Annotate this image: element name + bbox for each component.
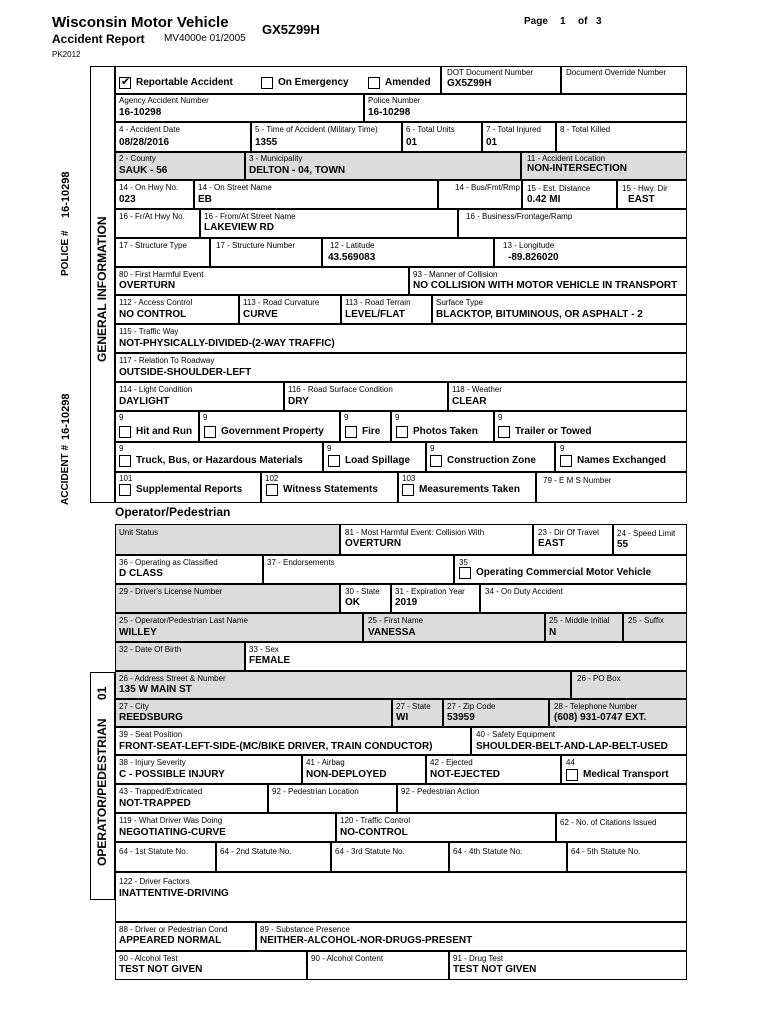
photos-label: Photos Taken <box>413 426 478 437</box>
structure-type-label: 17 - Structure Type <box>119 241 187 250</box>
accident-label: ACCIDENT # <box>60 444 71 505</box>
field-9: 9 <box>344 413 349 422</box>
relation-label: 117 - Relation To Roadway <box>119 356 215 365</box>
statute1-label: 64 - 1st Statute No. <box>119 847 188 856</box>
middle-initial: N <box>549 627 557 638</box>
manner: NO COLLISION WITH MOTOR VEHICLE IN TRANSPORT <box>413 280 678 291</box>
accident-time: 1355 <box>255 137 278 148</box>
ems-label: 79 - E M S Number <box>543 476 612 485</box>
zip: 53959 <box>447 712 475 723</box>
safety: SHOULDER-BELT-AND-LAP-BELT-USED <box>476 741 668 752</box>
operator-sidebar-title: OPERATOR/PEDESTRIAN <box>95 718 109 866</box>
distance: 0.42 MI <box>527 194 561 205</box>
distance-label: 15 - Est. Distance <box>527 184 591 193</box>
header-doc-id: GX5Z99H <box>262 22 320 37</box>
light-label: 114 - Light Condition <box>119 385 193 394</box>
commercial-label: Operating Commercial Motor Vehicle <box>476 567 652 578</box>
license-state: OK <box>345 597 360 608</box>
access: NO CONTROL <box>119 309 187 320</box>
page-num: 1 <box>560 16 566 27</box>
trafficway: NOT-PHYSICALLY-DIVIDED-(2-WAY TRAFFIC) <box>119 338 335 349</box>
terrain-label: 113 - Road Terrain <box>345 298 411 307</box>
names-label: Names Exchanged <box>577 455 666 466</box>
witness-checkbox[interactable] <box>266 484 278 496</box>
ejected-label: 42 - Ejected <box>430 758 473 767</box>
statute4-label: 64 - 4th Statute No. <box>453 847 523 856</box>
medical-checkbox[interactable] <box>566 769 578 781</box>
unit-status-label: Unit Status <box>119 528 159 537</box>
latitude: 43.569083 <box>328 252 376 263</box>
truck-checkbox[interactable] <box>119 455 131 467</box>
sex-label: 33 - Sex <box>249 645 279 654</box>
field-102: 102 <box>265 474 279 483</box>
accident-date: 08/28/2016 <box>119 137 170 148</box>
driver-doing: NEGOTIATING-CURVE <box>119 827 226 838</box>
municipality-label: 3 - Municipality <box>249 154 303 163</box>
total-injured: 01 <box>486 137 498 148</box>
municipality: DELTON - 04, TOWN <box>249 165 346 176</box>
field-101: 101 <box>119 474 133 483</box>
fr-hwy-label: 16 - Fr/At Hwy No. <box>119 212 185 221</box>
injury-label: 38 - Injury Severity <box>119 758 186 767</box>
speed: 55 <box>617 539 629 550</box>
form-code: MV4000e 01/2005 <box>164 33 246 44</box>
page-of: of <box>578 16 588 27</box>
injury: C - POSSIBLE INJURY <box>119 769 225 780</box>
seat-label: 39 - Seat Position <box>119 730 183 739</box>
measurements-label: Measurements Taken <box>419 484 520 495</box>
access-label: 112 - Access Control <box>119 298 193 307</box>
most-harmful-label: 81 - Most Harmful Event: Collision With <box>345 528 485 537</box>
surface-type-label: Surface Type <box>436 298 483 307</box>
on-street: EB <box>198 194 212 205</box>
curvature-label: 113 - Road Curvature <box>243 298 320 307</box>
license-state-label: 30 - State <box>345 587 380 596</box>
doc-override-label: Document Override Number <box>566 68 667 77</box>
trapped-label: 43 - Trapped/Extricated <box>119 787 203 796</box>
longitude: -89.826020 <box>508 252 559 263</box>
traffic-control: NO-CONTROL <box>340 827 408 838</box>
weather-label: 118 - Weather <box>452 385 502 394</box>
police-num-value: 16-10298 <box>368 107 411 118</box>
dir-travel: EAST <box>538 538 565 549</box>
operator-number: 01 <box>95 686 109 700</box>
accident-number: 16-10298 <box>60 393 72 440</box>
license-label: 29 - Driver's License Number <box>119 587 223 596</box>
trailer-checkbox[interactable] <box>498 426 510 438</box>
substance-label: 89 - Substance Presence <box>260 925 350 934</box>
classified: D CLASS <box>119 568 163 579</box>
page-total: 3 <box>596 16 602 27</box>
addr-state-label: 27 - State <box>396 702 431 711</box>
business-label: 16 - Business/Frontage/Ramp <box>466 212 573 221</box>
fire-checkbox[interactable] <box>345 426 357 438</box>
dob-label: 32 - Date Of Birth <box>119 645 182 654</box>
construction-checkbox[interactable] <box>430 455 442 467</box>
drug-test: TEST NOT GIVEN <box>453 964 537 975</box>
field-9: 9 <box>560 444 565 453</box>
curvature: CURVE <box>243 309 278 320</box>
last-name-label: 25 - Operator/Pedestrian Last Name <box>119 616 248 625</box>
fr-street: LAKEVIEW RD <box>204 222 274 233</box>
reportable-label: Reportable Accident <box>136 77 233 88</box>
ejected: NOT-EJECTED <box>430 769 501 780</box>
surface-type: BLACKTOP, BITUMINOUS, OR ASPHALT - 2 <box>436 309 643 320</box>
suffix-label: 25 - Suffix <box>628 616 664 625</box>
endorsements-label: 37 - Endorsements <box>267 558 335 567</box>
ped-location-label: 92 - Pedestrian Location <box>272 787 359 796</box>
first-name: VANESSA <box>368 627 416 638</box>
general-info-title: GENERAL INFORMATION <box>95 216 109 362</box>
last-name: WILLEY <box>119 627 157 638</box>
location-label: 11 - Accident Location <box>527 154 606 163</box>
citations-label: 62 - No. of Citations Issued <box>560 818 657 827</box>
gov-property-label: Government Property <box>221 426 324 437</box>
hwy-dir: EAST <box>628 194 655 205</box>
location: NON-INTERSECTION <box>527 163 627 174</box>
emergency-checkbox[interactable] <box>261 77 273 89</box>
po-box-label: 26 - PO Box <box>577 674 621 683</box>
commercial-checkbox[interactable] <box>459 567 471 579</box>
supplemental-label: Supplemental Reports <box>136 484 243 495</box>
longitude-label: 13 - Longitude <box>503 241 555 250</box>
photos-checkbox[interactable] <box>396 426 408 438</box>
police-number: 16-10298 <box>60 171 72 218</box>
on-duty-label: 34 - On Duty Accident <box>485 587 563 596</box>
amended-label: Amended <box>385 77 431 88</box>
addr-state: WI <box>396 712 409 723</box>
hwy-dir-label: 15 - Hwy. Dir <box>622 184 668 193</box>
address: 135 W MAIN ST <box>119 684 192 695</box>
load-checkbox[interactable] <box>328 455 340 467</box>
on-street-label: 14 - On Street Name <box>198 183 272 192</box>
construction-label: Construction Zone <box>447 455 536 466</box>
most-harmful: OVERTURN <box>345 538 402 549</box>
drug-test-label: 91 - Drug Test <box>453 954 504 963</box>
hit-run-label: Hit and Run <box>136 426 193 437</box>
trapped: NOT-TRAPPED <box>119 798 191 809</box>
agency-num-label: Agency Accident Number <box>119 96 209 105</box>
witness-label: Witness Statements <box>283 484 378 495</box>
field-9: 9 <box>498 413 503 422</box>
medical-label: Medical Transport <box>583 769 669 780</box>
alcohol-test-label: 90 - Alcohol Test <box>119 954 178 963</box>
phone-label: 28 - Telephone Number <box>554 702 638 711</box>
trafficway-label: 115 - Traffic Way <box>119 327 179 336</box>
field-9: 9 <box>119 444 124 453</box>
field-44: 44 <box>566 758 575 767</box>
alcohol-content-label: 90 - Alcohol Content <box>311 954 384 963</box>
total-injured-label: 7 - Total Injured <box>486 125 541 134</box>
police-num-label: Police Number <box>368 96 421 105</box>
first-harmful-label: 80 - First Harmful Event <box>119 270 204 279</box>
safety-label: 40 - Safety Equipment <box>476 730 556 739</box>
factors-label: 122 - Driver Factors <box>119 877 190 886</box>
bus-fmt-label: 14 - Bus/Fmt/Rmp <box>455 183 520 192</box>
field-9: 9 <box>203 413 208 422</box>
dir-travel-label: 23 - Dir Of Travel <box>538 528 599 537</box>
speed-label: 24 - Speed Limit <box>617 529 676 538</box>
sex: FEMALE <box>249 655 291 666</box>
field-9: 9 <box>119 413 124 422</box>
county-label: 2 - County <box>119 154 156 163</box>
agency-num: 16-10298 <box>119 107 162 118</box>
manner-label: 93 - Manner of Collision <box>413 270 498 279</box>
driver-cond: APPEARED NORMAL <box>119 935 222 946</box>
airbag: NON-DEPLOYED <box>306 769 387 780</box>
total-units: 01 <box>406 137 418 148</box>
field-9: 9 <box>395 413 400 422</box>
dot-doc-num: GX5Z99H <box>447 78 492 89</box>
on-hwy: 023 <box>119 194 136 205</box>
reportable-checkbox[interactable]: ✔ <box>121 76 131 88</box>
ped-action-label: 92 - Pedestrian Action <box>401 787 480 796</box>
hit-run-checkbox[interactable] <box>119 426 131 438</box>
middle-label: 25 - Middle Initial <box>549 616 610 625</box>
zip-label: 27 - Zip Code <box>447 702 496 711</box>
alcohol-test: TEST NOT GIVEN <box>119 964 203 975</box>
total-killed-label: 8 - Total Killed <box>560 125 611 134</box>
pk-code: PK2012 <box>52 50 81 59</box>
driver-cond-label: 88 - Driver or Pedestrian Cond <box>119 925 228 934</box>
surface-cond-label: 116 - Road Surface Condition <box>288 385 393 394</box>
field-9: 9 <box>327 444 332 453</box>
fr-street-label: 16 - From/At Street Name <box>204 212 296 221</box>
expiration: 2019 <box>395 597 418 608</box>
substance: NEITHER-ALCOHOL-NOR-DRUGS-PRESENT <box>260 935 473 946</box>
address-label: 26 - Address Street & Number <box>119 674 226 683</box>
form-subtitle: Accident Report <box>52 32 145 46</box>
statute5-label: 64 - 5th Statute No. <box>571 847 641 856</box>
city: REEDSBURG <box>119 712 183 723</box>
county: SAUK - 56 <box>119 165 168 176</box>
factors: INATTENTIVE-DRIVING <box>119 888 229 899</box>
field-35: 35 <box>459 558 468 567</box>
airbag-label: 41 - Airbag <box>306 758 345 767</box>
trailer-label: Trailer or Towed <box>515 426 592 437</box>
field-103: 103 <box>402 474 416 483</box>
emergency-label: On Emergency <box>278 77 349 88</box>
dot-doc-num-label: DOT Document Number <box>447 68 534 77</box>
first-name-label: 25 - First Name <box>368 616 424 625</box>
terrain: LEVEL/FLAT <box>345 309 405 320</box>
first-harmful: OVERTURN <box>119 280 176 291</box>
names-checkbox[interactable] <box>560 455 572 467</box>
on-hwy-label: 14 - On Hwy No. <box>119 183 179 192</box>
amended-checkbox[interactable] <box>368 77 380 89</box>
gov-property-checkbox[interactable] <box>204 426 216 438</box>
fire-label: Fire <box>362 426 381 437</box>
police-label: POLICE # <box>60 230 71 276</box>
total-units-label: 6 - Total Units <box>406 125 455 134</box>
relation: OUTSIDE-SHOULDER-LEFT <box>119 367 252 378</box>
time-label: 5 - Time of Accident (Military Time) <box>255 125 378 134</box>
seat: FRONT-SEAT-LEFT-SIDE-(MC/BIKE DRIVER, TRAIN CONDUCTOR) <box>119 741 433 752</box>
page-label: Page <box>524 16 548 27</box>
operator-section-title: Operator/Pedestrian <box>115 505 231 519</box>
weather: CLEAR <box>452 396 487 407</box>
driver-doing-label: 119 - What Driver Was Doing <box>119 816 223 825</box>
form-title: Wisconsin Motor Vehicle <box>52 14 229 31</box>
classified-label: 36 - Operating as Classified <box>119 558 218 567</box>
structure-num-label: 17 - Structure Number <box>216 241 296 250</box>
traffic-control-label: 120 - Traffic Control <box>340 816 411 825</box>
city-label: 27 - City <box>119 702 149 711</box>
statute2-label: 64 - 2nd Statute No. <box>220 847 292 856</box>
statute3-label: 64 - 3rd Statute No. <box>335 847 405 856</box>
phone: (608) 931-0747 EXT. <box>554 712 647 723</box>
truck-label: Truck, Bus, or Hazardous Materials <box>136 455 303 466</box>
expiration-label: 31 - Expiration Year <box>395 587 465 596</box>
light: DAYLIGHT <box>119 396 170 407</box>
field-9: 9 <box>430 444 435 453</box>
load-label: Load Spillage <box>345 455 411 466</box>
latitude-label: 12 - Latitude <box>330 241 375 250</box>
supplemental-checkbox[interactable] <box>119 484 131 496</box>
measurements-checkbox[interactable] <box>402 484 414 496</box>
accident-date-label: 4 - Accident Date <box>119 125 180 134</box>
surface-cond: DRY <box>288 396 309 407</box>
